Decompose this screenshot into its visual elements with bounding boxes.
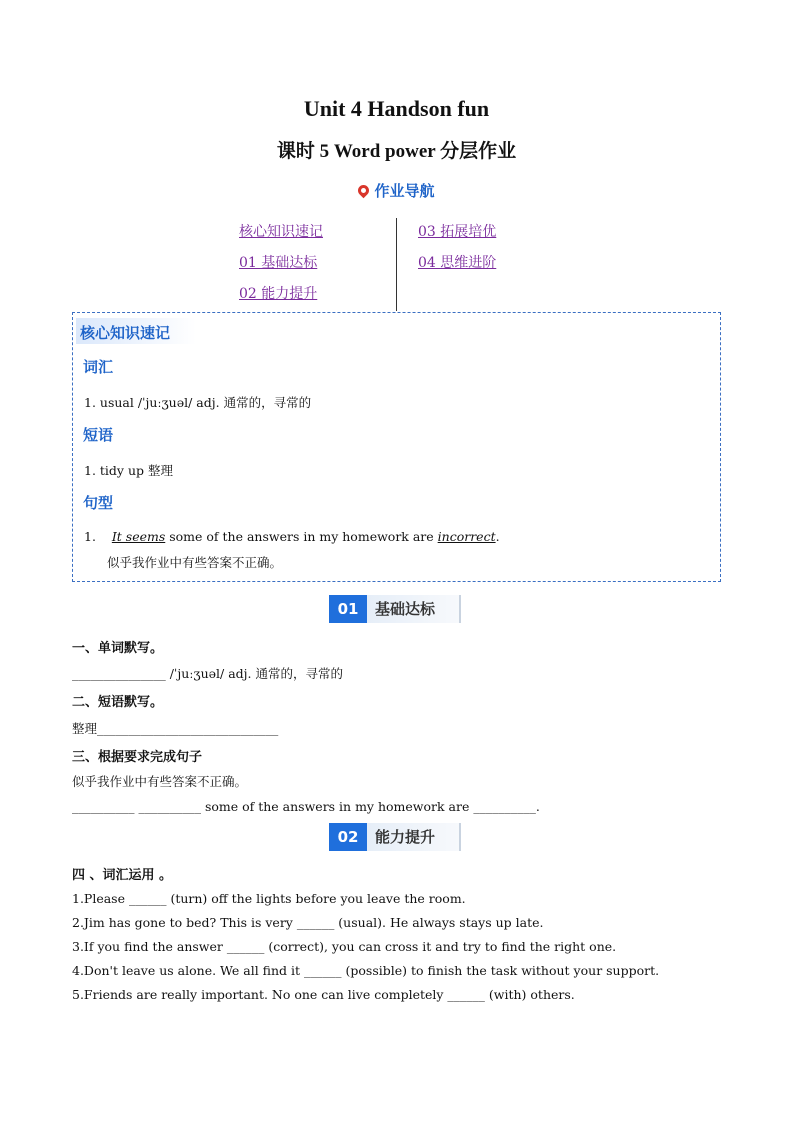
q4-item: 4.Don't leave us alone. We all find it ______ (possible) to finish the task without your support. <box>72 963 660 978</box>
nav-link-02[interactable]: 02 能力提升 <box>239 286 318 302</box>
nav-link-core[interactable]: 核心知识速记 <box>239 224 323 240</box>
core-knowledge-title: 核心知识速记 <box>80 324 171 342</box>
nav-divider <box>396 218 397 311</box>
vocab-line: 1. usual /ˈjuːʒuəl/ adj. 通常的，寻常的 <box>84 395 312 410</box>
q2-heading: 二、短语默写。 <box>72 695 164 710</box>
nav-link-04[interactable]: 04 思维进阶 <box>418 255 497 271</box>
q1-heading: 一、单词默写。 <box>72 641 164 656</box>
section-01-label: 基础达标 <box>367 595 461 623</box>
sentence-blank-1: It seems <box>111 529 166 544</box>
phrase-heading: 短语 <box>83 426 114 444</box>
q4-item: 2.Jim has gone to bed? This is very ______ (usual). He always stays up late. <box>72 915 544 930</box>
location-pin-icon <box>356 183 372 199</box>
q4-item: 5.Friends are really important. No one can live completely ______ (with) others. <box>72 987 575 1002</box>
q4-heading: 四 、词汇运用 。 <box>72 868 173 883</box>
section-02-badge <box>329 823 463 851</box>
q4-item: 1.Please ______ (turn) off the lights before you leave the room. <box>72 891 466 906</box>
section-02-number: 02 <box>329 823 367 851</box>
q4-item: 3.If you find the answer ______ (correct), you can cross it and try to find the right one. <box>72 939 617 954</box>
q3-heading: 三、根据要求完成句子 <box>72 750 203 765</box>
sentence-number: 1. <box>84 529 96 544</box>
q3-line: __________ __________ some of the answers in my homework are __________. <box>72 799 540 814</box>
section-01-number: 01 <box>329 595 367 623</box>
section-02-label: 能力提升 <box>367 823 461 851</box>
homework-nav-heading <box>0 180 793 201</box>
q2-line: 整理_____________________________ <box>72 721 279 736</box>
nav-link-03[interactable]: 03 拓展培优 <box>418 224 497 240</box>
section-01-badge <box>329 595 463 623</box>
sentence-heading: 句型 <box>83 494 114 512</box>
sentence-translation: 似乎我作业中有些答案不正确。 <box>107 555 283 570</box>
document-title: Unit 4 Handson fun <box>303 96 490 121</box>
phrase-line: 1. tidy up 整理 <box>84 463 173 478</box>
q1-line: _______________ /ˈjuːʒuəl/ adj. 通常的，寻常的 <box>72 666 343 681</box>
sentence-blank-2: incorrect <box>437 529 496 544</box>
sentence-middle: some of the answers in my homework are <box>165 529 438 544</box>
q3-chinese: 似乎我作业中有些答案不正确。 <box>72 774 248 789</box>
sentence-end: . <box>495 529 500 544</box>
sentence-line <box>84 529 500 544</box>
nav-link-01[interactable]: 01 基础达标 <box>239 255 318 271</box>
document-subtitle: 课时 5 Word power 分层作业 <box>276 141 517 162</box>
nav-heading-text: 作业导航 <box>374 182 435 200</box>
vocab-heading: 词汇 <box>83 358 114 376</box>
